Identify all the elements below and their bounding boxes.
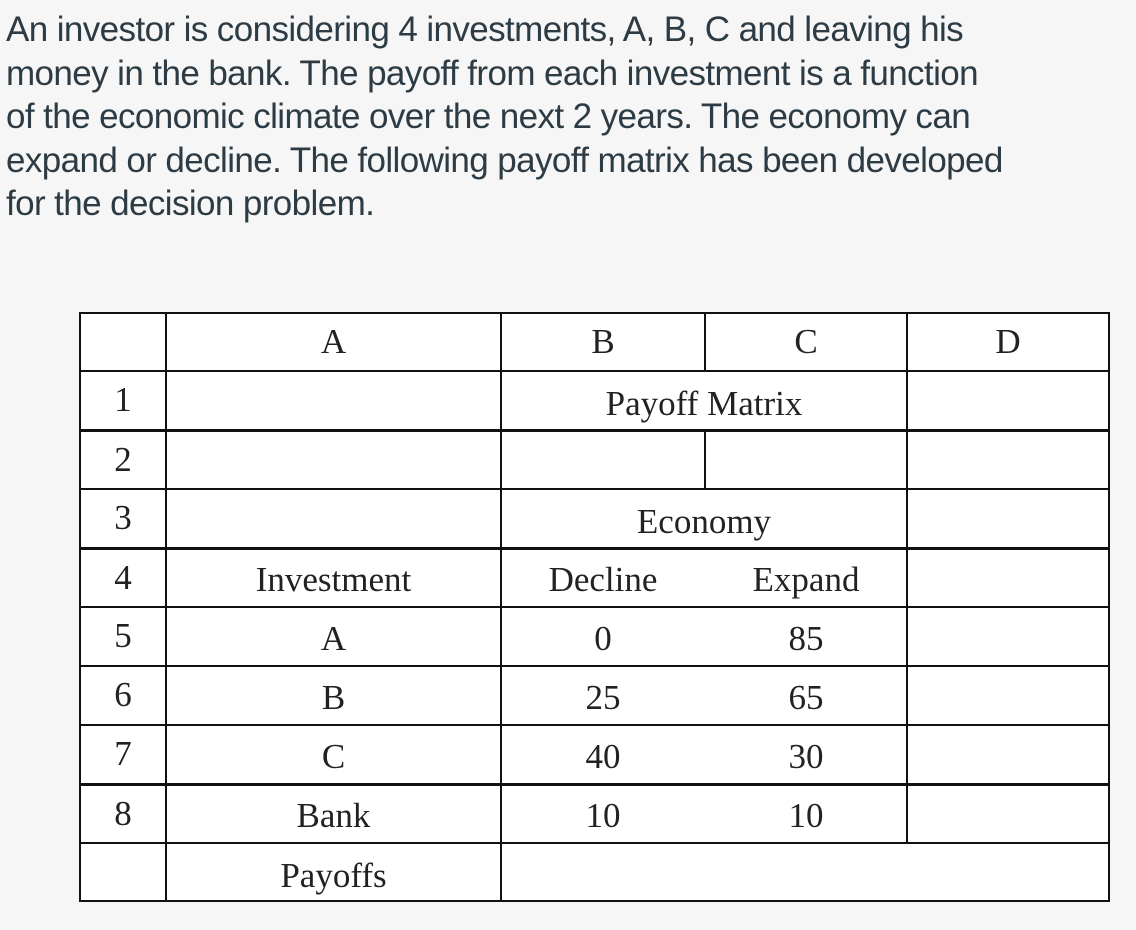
expand-header: Expand [752,560,860,599]
investment-name: Bank [296,796,371,835]
payoff-spreadsheet [79,312,1110,902]
decline-value: 40 [585,737,621,776]
problem-line: of the economic climate over the next 2 years. The economy can [6,97,971,136]
investment-name: C [321,737,346,776]
grid-line [81,370,1108,372]
row-number: 6 [114,675,132,714]
row-number: 1 [114,380,132,419]
row-number: 2 [114,440,132,479]
problem-line: money in the bank. The payoff from each investment is a function [6,53,978,93]
problem-statement [6,8,1131,226]
expand-value: 65 [788,678,824,717]
expand-value: 10 [788,796,824,835]
problem-line: expand or decline. The following payoff matrix has been developed [6,140,1003,180]
row-number: 8 [114,794,132,833]
matrix-title: Payoff Matrix [605,384,803,423]
row-number: 5 [114,616,132,655]
grid-line [704,429,706,488]
row-number: 3 [114,498,132,537]
expand-value: 30 [788,737,824,776]
expand-value: 85 [788,619,824,658]
column-header-d: D [995,322,1021,361]
grid-line [906,314,908,842]
column-header-c: C [794,322,818,361]
column-header-a: A [320,322,347,361]
decline-value: 10 [585,796,621,835]
row-number: 7 [114,734,132,773]
investment-name: B [321,678,346,717]
grid-line [81,488,1108,490]
problem-line: An investor is considering 4 investments, A, B, C and leaving his [6,10,964,49]
decline-value: 0 [594,619,612,658]
investment-name: A [320,619,347,658]
payoffs-label: Payoffs [280,856,387,895]
column-header-b: B [591,322,615,361]
decline-value: 25 [585,678,621,717]
investment-header: Investment [255,560,412,599]
problem-line: for the decision problem. [6,184,375,223]
decline-header: Decline [548,560,658,599]
economy-label: Economy [636,502,772,541]
row-number: 4 [114,558,132,597]
